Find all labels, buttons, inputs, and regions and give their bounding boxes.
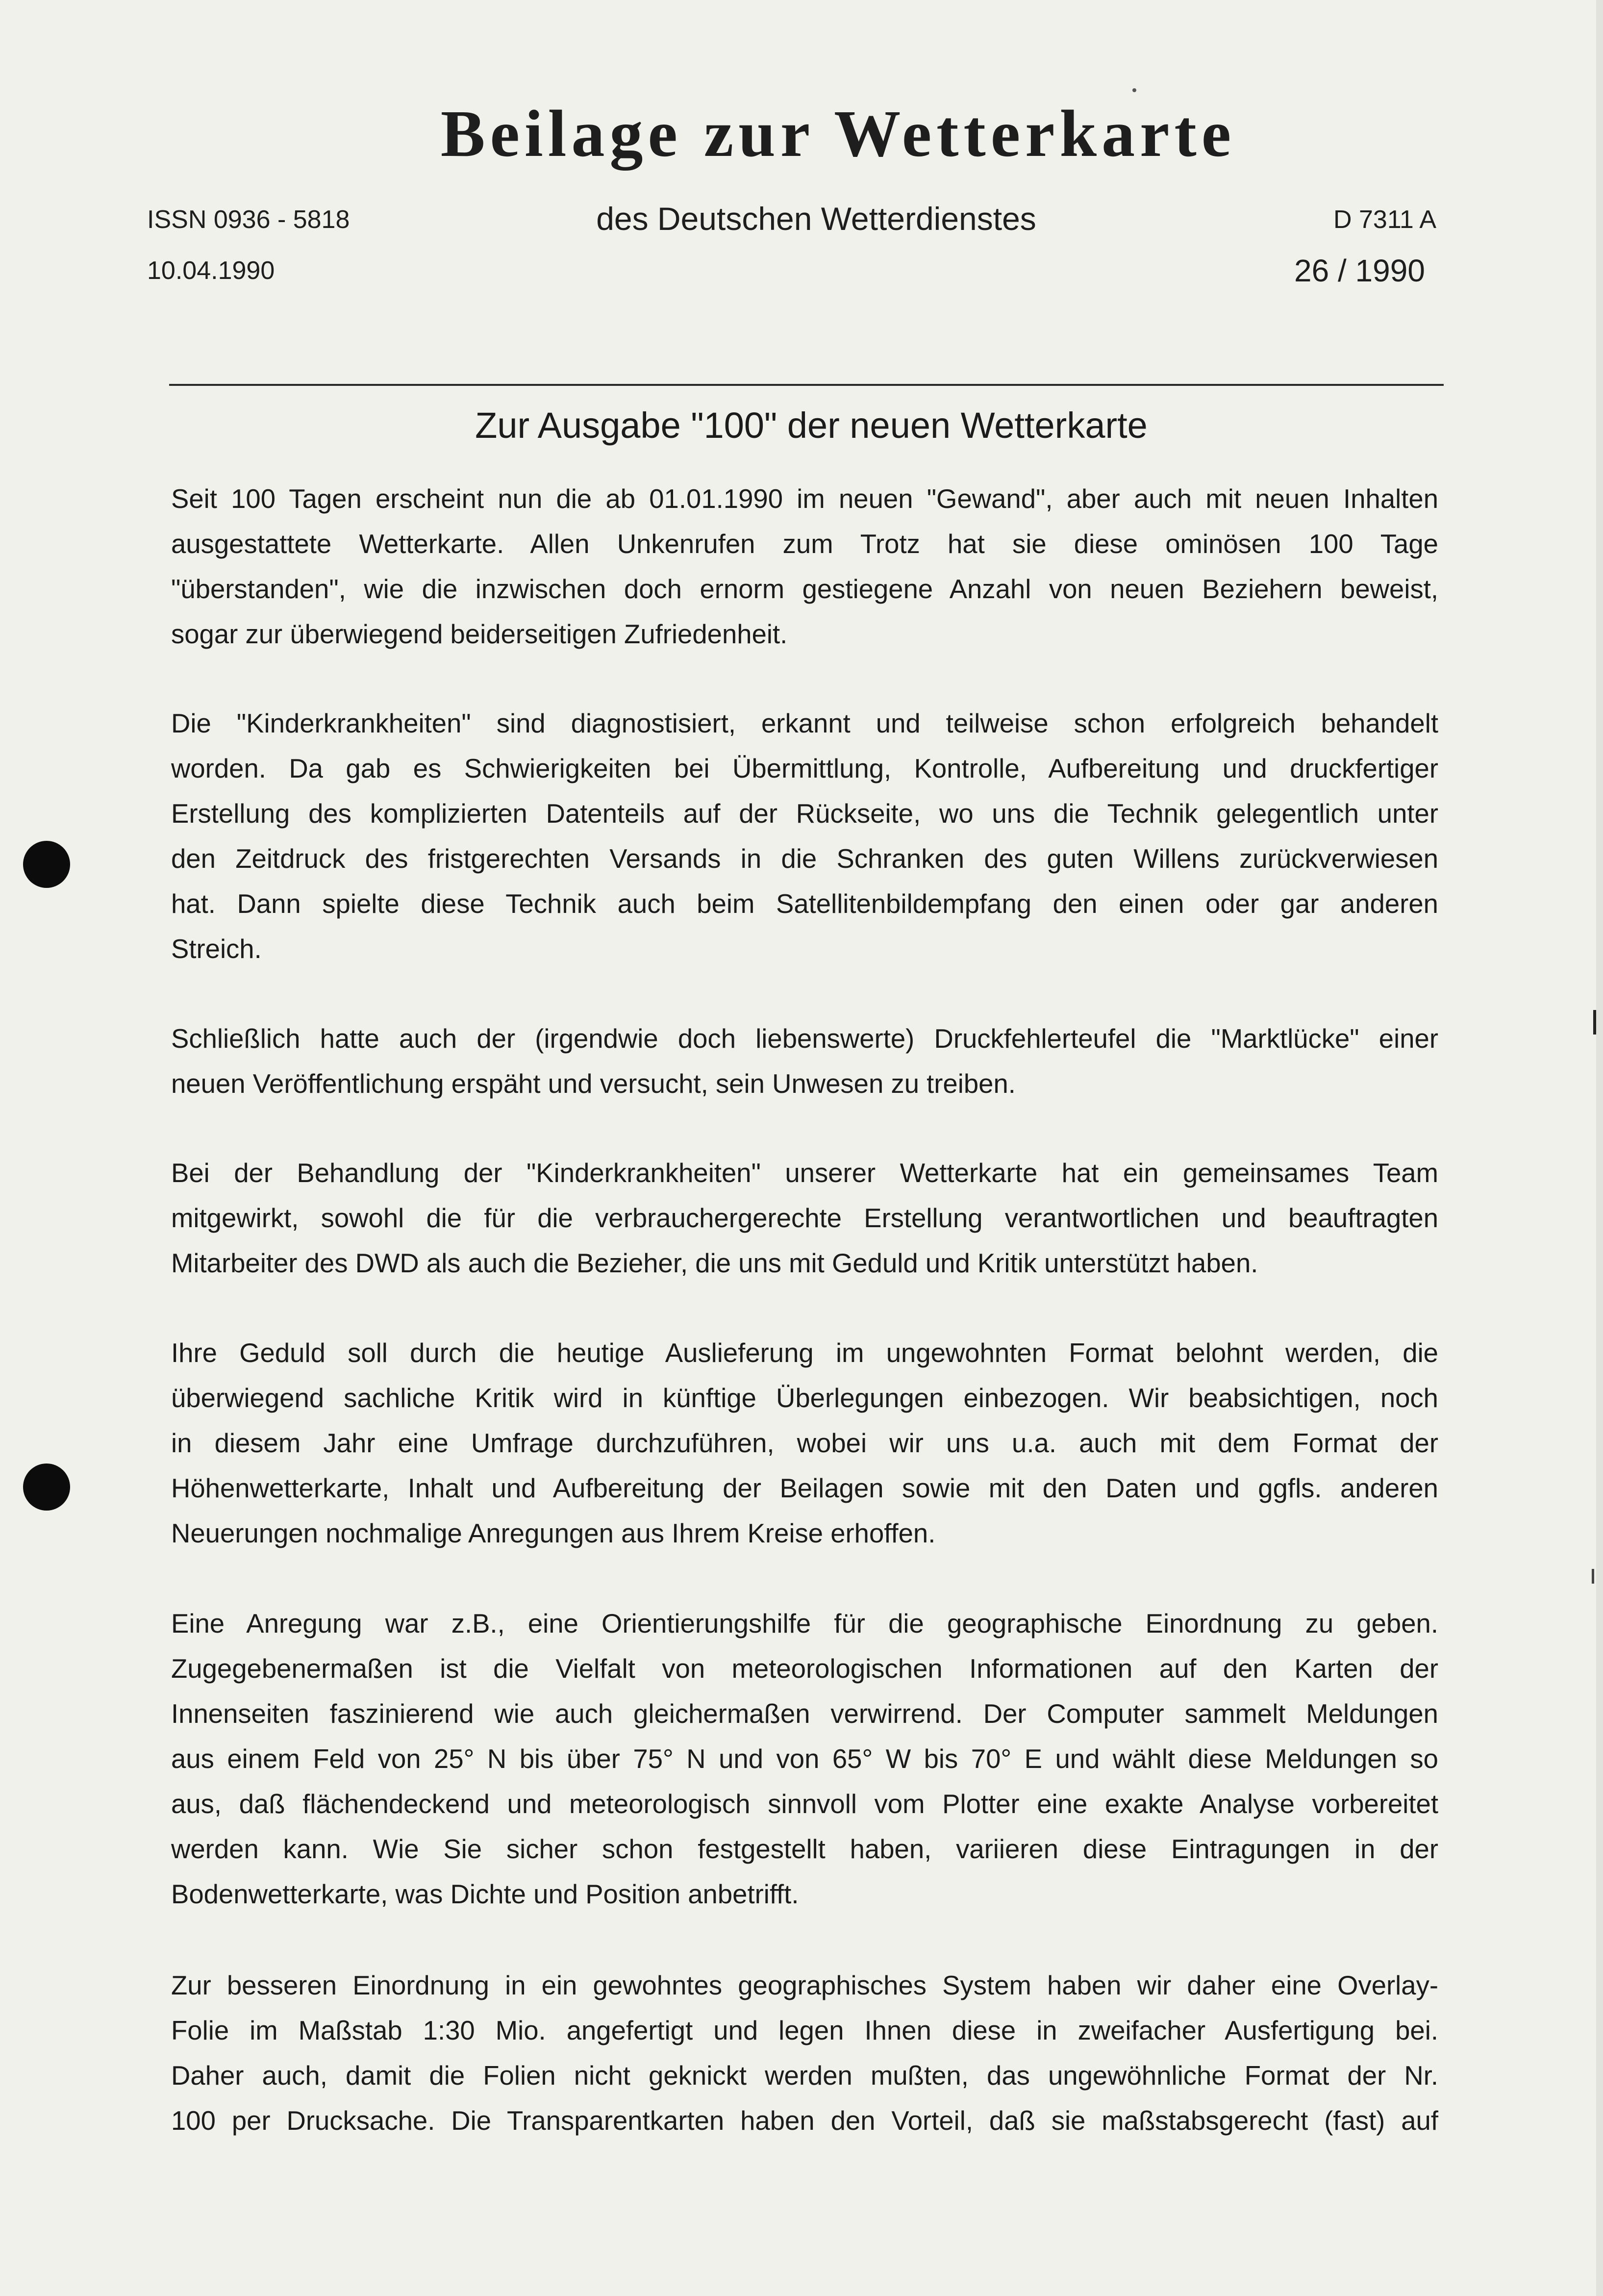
text-line: überwiegend sachliche Kritik wird in künftige Überlegungen einbezogen. Wir beabsichtigen, noch — [171, 1383, 1438, 1413]
header-divider — [169, 384, 1444, 386]
text-line: "überstanden", wie die inzwischen doch ernorm gestiegene Anzahl von neuen Beziehern beweist, — [171, 574, 1438, 604]
text-line: Schließlich hatte auch der (irgendwie doch liebenswerte) Druckfehlerteufel die "Marktlücke" einer — [171, 1024, 1438, 1054]
text-line: neuen Veröffentlichung erspäht und versucht, sein Unwesen zu treiben. — [171, 1069, 1016, 1099]
paragraph-2 — [171, 701, 1438, 972]
punch-hole — [23, 1463, 70, 1511]
issue-date: 10.04.1990 — [147, 256, 275, 285]
text-line: sogar zur überwiegend beiderseitigen Zufriedenheit. — [171, 619, 788, 649]
paragraph-1 — [171, 477, 1438, 657]
print-speck — [1132, 88, 1136, 92]
scan-mark — [1593, 1010, 1596, 1034]
paragraph-3 — [171, 1016, 1438, 1107]
text-line: Erstellung des komplizierten Datenteils auf der Rückseite, wo uns die Technik gelegentlich unter — [171, 799, 1438, 829]
paragraph-7 — [171, 1963, 1438, 2144]
text-line: Höhenwetterkarte, Inhalt und Aufbereitung der Beilagen sowie mit den Daten und ggfls. anderen — [171, 1473, 1438, 1503]
text-line: hat. Dann spielte diese Technik auch beim Satellitenbildempfang den einen oder gar anderen — [171, 889, 1438, 919]
page-edge — [1596, 0, 1603, 2296]
punch-hole — [23, 841, 70, 888]
text-line: Zugegebenermaßen ist die Vielfalt von meteorologischen Informationen auf den Karten der — [171, 1654, 1438, 1684]
text-line: in diesem Jahr eine Umfrage durchzuführen, wobei wir uns u.a. auch mit dem Format der — [171, 1428, 1438, 1458]
text-line: aus einem Feld von 25° N bis über 75° N und von 65° W bis 70° E und wählt diese Meldungen so — [171, 1744, 1438, 1774]
text-line: werden kann. Wie Sie sicher schon festgestellt haben, variieren diese Eintragungen in der — [171, 1834, 1438, 1864]
text-line: Daher auch, damit die Folien nicht geknickt werden mußten, das ungewöhnliche Format der Nr. — [171, 2061, 1438, 2091]
text-line: Neuerungen nochmalige Anregungen aus Ihrem Kreise erhoffen. — [171, 1518, 936, 1548]
postal-code: D 7311 A — [1333, 205, 1437, 234]
text-line: Bodenwetterkarte, was Dichte und Position anbetrifft. — [171, 1879, 799, 1909]
masthead-title: Beilage zur Wetterkarte — [440, 97, 1236, 171]
paragraph-5 — [171, 1331, 1438, 1556]
text-line: mitgewirkt, sowohl die für die verbrauchergerechte Erstellung verantwortlichen und beauftragten — [171, 1203, 1438, 1233]
paragraph-6 — [171, 1601, 1438, 1917]
text-line: worden. Da gab es Schwierigkeiten bei Übermittlung, Kontrolle, Aufbereitung und druckfertiger — [171, 754, 1438, 783]
text-line: Seit 100 Tagen erscheint nun die ab 01.01.1990 im neuen "Gewand", aber auch mit neuen Inhalten — [171, 484, 1438, 514]
text-line: den Zeitdruck des fristgerechten Versands in die Schranken des guten Willens zurückverwiesen — [171, 844, 1438, 874]
scan-mark — [1592, 1569, 1594, 1584]
text-line: Ihre Geduld soll durch die heutige Auslieferung im ungewohnten Format belohnt werden, die — [171, 1338, 1438, 1368]
text-line: Innenseiten faszinierend wie auch gleichermaßen verwirrend. Der Computer sammelt Meldungen — [171, 1699, 1438, 1729]
text-line: Streich. — [171, 934, 262, 964]
text-line: Folie im Maßstab 1:30 Mio. angefertigt und legen Ihnen diese in zweifacher Ausfertigung bei. — [171, 2016, 1438, 2045]
text-line: ausgestattete Wetterkarte. Allen Unkenrufen zum Trotz hat sie diese ominösen 100 Tage — [171, 529, 1438, 559]
text-line: Die "Kinderkrankheiten" sind diagnostisiert, erkannt und teilweise schon erfolgreich behandelt — [171, 708, 1438, 738]
text-line: aus, daß flächendeckend und meteorologisch sinnvoll vom Plotter eine exakte Analyse vorbereitet — [171, 1789, 1438, 1819]
text-line: Mitarbeiter des DWD als auch die Bezieher, die uns mit Geduld und Kritik unterstützt haben. — [171, 1248, 1258, 1278]
text-line: 100 per Drucksache. Die Transparentkarten haben den Vorteil, daß sie maßstabsgerecht (fast) auf — [171, 2106, 1438, 2136]
text-line: Bei der Behandlung der "Kinderkrankheiten" unserer Wetterkarte hat ein gemeinsames Team — [171, 1158, 1438, 1188]
paragraph-4 — [171, 1151, 1438, 1286]
text-line: Eine Anregung war z.B., eine Orientierungshilfe für die geographische Einordnung zu geben. — [171, 1609, 1438, 1639]
issn-number: ISSN 0936 - 5818 — [147, 205, 350, 234]
issue-number: 26 / 1990 — [1294, 253, 1425, 288]
text-line: Zur besseren Einordnung in ein gewohntes geographisches System haben wir daher eine Overlay- — [171, 1970, 1438, 2000]
article-title: Zur Ausgabe "100" der neuen Wetterkarte — [475, 405, 1148, 446]
publisher-line: des Deutschen Wetterdienstes — [596, 201, 1036, 237]
